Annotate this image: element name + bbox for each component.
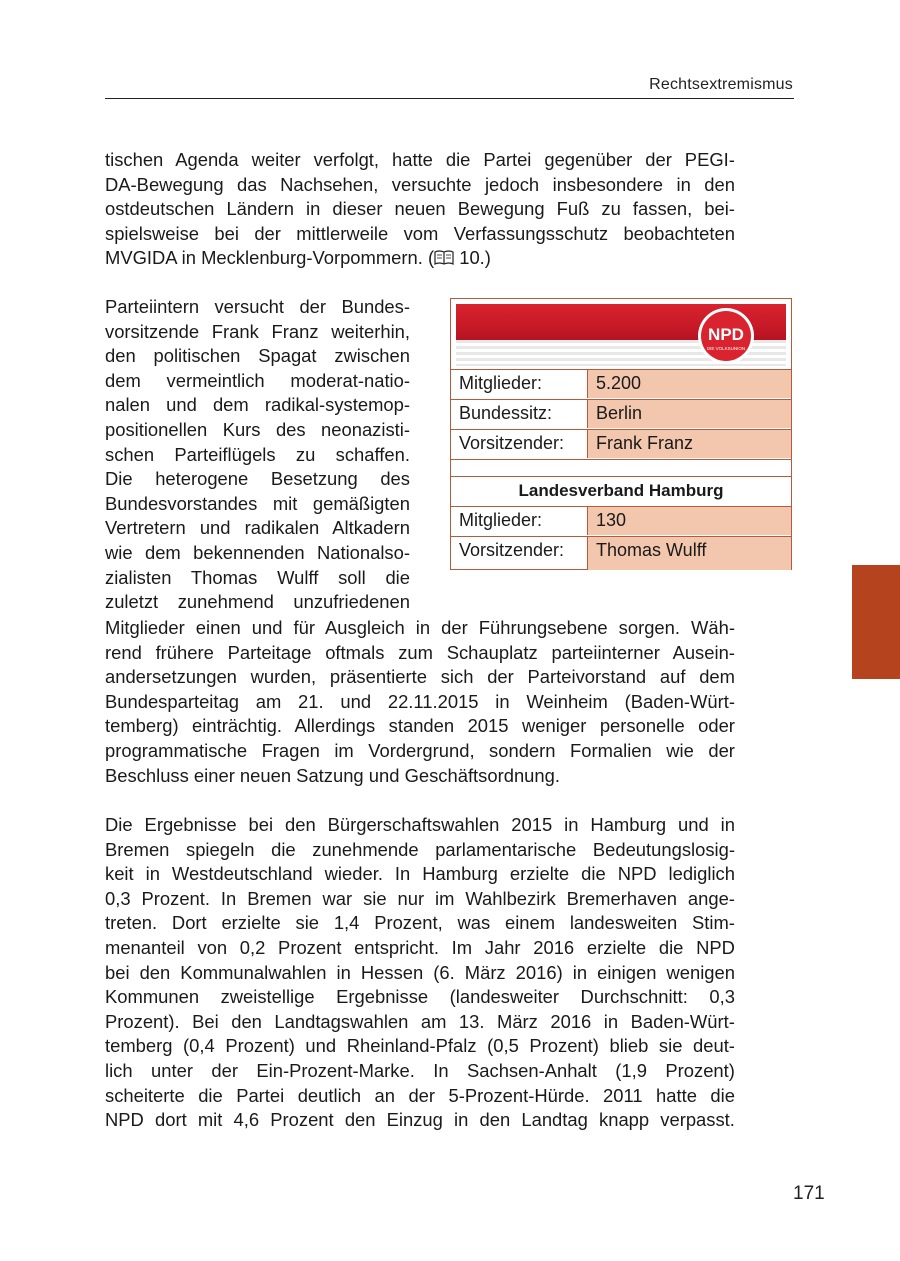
logo-text: NPD bbox=[708, 325, 744, 344]
paragraph-3-lines bbox=[105, 813, 735, 1133]
text-line: keit in Westdeutschland wieder. In Hamburg erzielte die NPD lediglich bbox=[105, 863, 735, 885]
running-header-title: Rechtsextremismus bbox=[649, 76, 793, 93]
paragraph-2-wide bbox=[105, 616, 735, 788]
text-line: Bundesparteitag am 21. und 22.11.2015 in Weinheim (Baden-Würt- bbox=[105, 690, 735, 712]
text-line: Bundesvorstandes mit gemäßigten bbox=[105, 492, 410, 514]
text-line: DA-Bewegung das Nachsehen, versuchte jedoch insbesondere in den bbox=[105, 173, 735, 195]
infobox-label: Mitglieder: bbox=[459, 510, 543, 530]
text-line: den politischen Spagat zwischen bbox=[105, 345, 410, 367]
paragraph-2-narrow bbox=[105, 295, 410, 615]
book-icon bbox=[434, 249, 454, 266]
text-line: 0,3 Prozent. In Bremen war sie nur im Wahlbezirk Bremerhaven ange- bbox=[105, 887, 735, 909]
infobox-label: Vorsitzender: bbox=[459, 433, 565, 453]
paragraph-2-narrow-lines bbox=[105, 295, 410, 615]
infobox-value: 5.200 bbox=[587, 370, 791, 398]
header-rule bbox=[105, 98, 794, 99]
paragraph-1-reference: 10.) bbox=[454, 247, 491, 269]
text-line: Bremen spiegeln die zunehmende parlamentarische Bedeutungslosig- bbox=[105, 838, 735, 860]
text-line: menanteil von 0,2 Prozent entspricht. Im Jahr 2016 erzielte die NPD bbox=[105, 936, 735, 958]
paragraph-2-last-line: Beschluss einer neuen Satzung und Geschäftsordnung. bbox=[105, 764, 560, 786]
text-line: temberg (0,4 Prozent) und Rheinland-Pfalz (0,5 Prozent) blieb sie deut- bbox=[105, 1035, 735, 1057]
text-line: ostdeutschen Ländern in dieser neuen Bewegung Fuß zu fassen, bei- bbox=[105, 198, 735, 220]
text-line: bei den Kommunalwahlen in Hessen (6. März 2016) in einigen wenigen bbox=[105, 961, 735, 983]
npd-logo bbox=[696, 306, 756, 366]
party-infobox bbox=[450, 298, 792, 570]
text-line: zuletzt zunehmend unzufriedenen bbox=[105, 591, 410, 613]
infobox-row-members bbox=[451, 369, 791, 398]
paragraph-3 bbox=[105, 813, 735, 1133]
paragraph-1-last-line bbox=[105, 246, 735, 271]
infobox-label: Bundessitz: bbox=[459, 403, 553, 423]
infobox-row-state-chair bbox=[451, 536, 791, 570]
text-line: rend frühere Parteitage oftmals zum Schauplatz parteiinterner Ausein- bbox=[105, 641, 735, 663]
text-line: Prozent). Bei den Landtagswahlen am 13. März 2016 in Baden-Würt- bbox=[105, 1010, 735, 1032]
text-line: zialisten Thomas Wulff soll die bbox=[105, 566, 410, 588]
text-line: Parteiintern versucht der Bundes- bbox=[105, 296, 410, 317]
infobox-label: Mitglieder: bbox=[459, 373, 543, 393]
text-line: Die heterogene Besetzung des bbox=[105, 468, 410, 490]
infobox-value: Thomas Wulff bbox=[587, 537, 791, 570]
text-line: tischen Agenda weiter verfolgt, hatte die Partei gegenüber der PEGI- bbox=[105, 149, 735, 170]
paragraph-2-wide-lines bbox=[105, 616, 735, 764]
infobox-value: Berlin bbox=[587, 400, 791, 428]
page-number: 171 bbox=[793, 1183, 825, 1204]
text-line: programmatische Fragen im Vordergrund, sondern Formalien wie der bbox=[105, 739, 735, 761]
text-line: spielsweise bei der mittlerweile vom Verfassungsschutz beobachteten bbox=[105, 222, 735, 244]
chapter-tab-marker bbox=[852, 565, 900, 679]
infobox-row-chair bbox=[451, 429, 791, 458]
text-line: wie dem bekennenden Nationalso- bbox=[105, 541, 410, 563]
text-line: Vertretern und radikalen Altkadern bbox=[105, 517, 410, 539]
text-line: Mitglieder einen und für Ausgleich in der Führungsebene sorgen. Wäh- bbox=[105, 617, 735, 638]
paragraph-1-last-text: MVGIDA in Mecklenburg-Vorpommern. ( bbox=[105, 247, 435, 269]
text-line: Die Ergebnisse bei den Bürgerschaftswahlen 2015 in Hamburg und in bbox=[105, 814, 735, 835]
logo-subtext: DIE VOLKSUNION bbox=[706, 346, 746, 351]
text-line: dem vermeintlich moderat-natio- bbox=[105, 369, 410, 391]
infobox-state-heading: Landesverband Hamburg bbox=[451, 476, 791, 505]
text-line: nalen und dem radikal-systemop- bbox=[105, 394, 410, 416]
infobox-value: 130 bbox=[587, 507, 791, 535]
party-banner bbox=[456, 304, 786, 366]
text-line: andersetzungen wurden, präsentierte sich der Parteivorstand auf dem bbox=[105, 666, 735, 688]
paragraph-1 bbox=[105, 148, 735, 271]
text-line: temberg) einträchtig. Allerdings standen 2015 weniger personelle oder bbox=[105, 715, 735, 737]
infobox-label: Vorsitzender: bbox=[459, 540, 565, 560]
infobox-value: Frank Franz bbox=[587, 430, 791, 458]
text-line: treten. Dort erzielte sie 1,4 Prozent, was einem landesweiten Stim- bbox=[105, 912, 735, 934]
infobox-row-state-members bbox=[451, 506, 791, 535]
text-line: Kommunen zweistellige Ergebnisse (landesweiter Durchschnitt: 0,3 bbox=[105, 986, 735, 1008]
infobox-spacer-row bbox=[451, 459, 791, 476]
infobox-row-seat bbox=[451, 399, 791, 428]
text-line: NPD dort mit 4,6 Prozent den Einzug in den Landtag knapp verpasst. bbox=[105, 1109, 735, 1131]
paragraph-1-lines bbox=[105, 148, 735, 246]
text-line: vorsitzende Frank Franz weiterhin, bbox=[105, 320, 410, 342]
text-line: schen Parteiflügels zu schaffen. bbox=[105, 443, 410, 465]
text-line: scheiterte die Partei deutlich an der 5-Prozent-Hürde. 2011 hatte die bbox=[105, 1084, 735, 1106]
text-line: lich unter der Ein-Prozent-Marke. In Sachsen-Anhalt (1,9 Prozent) bbox=[105, 1059, 735, 1081]
text-line: positionellen Kurs des neonazisti- bbox=[105, 418, 410, 440]
